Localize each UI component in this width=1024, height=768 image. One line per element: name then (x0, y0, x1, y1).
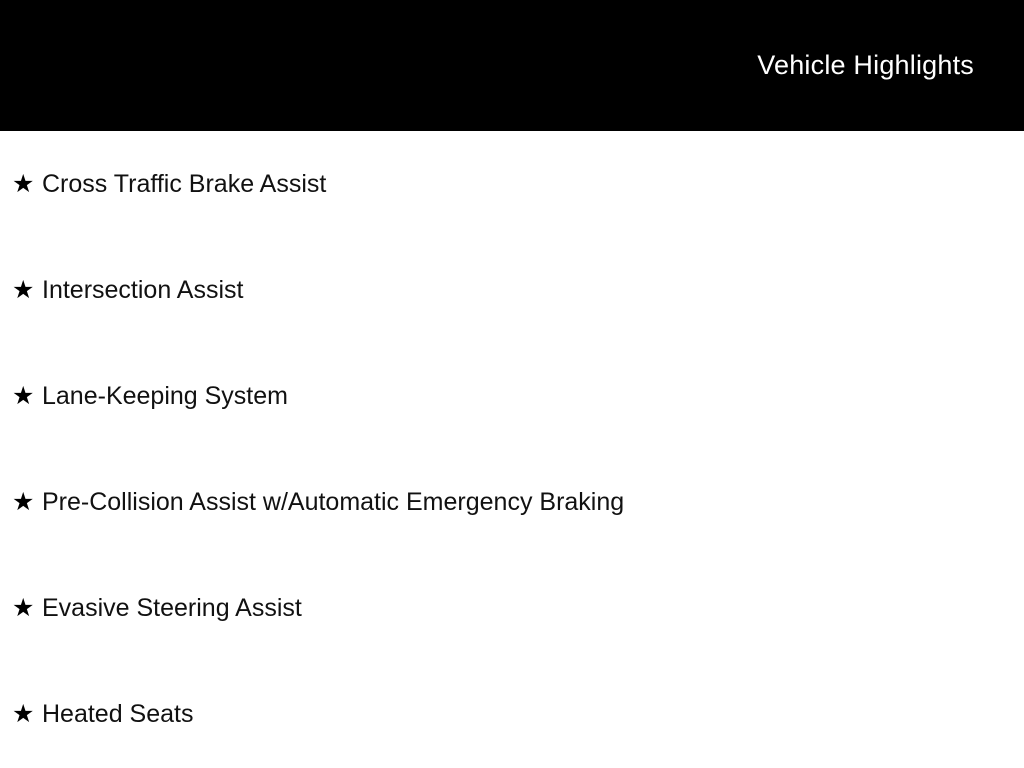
list-item (0, 661, 1024, 767)
list-item (0, 131, 1024, 237)
list-item-label: Evasive Steering Assist (42, 593, 302, 622)
star-icon: ★ (12, 381, 35, 410)
star-icon: ★ (12, 275, 35, 304)
list-item-label: Cross Traffic Brake Assist (42, 169, 327, 198)
list-item (0, 555, 1024, 661)
header-bar (0, 0, 1024, 131)
list-item-label: Heated Seats (42, 699, 194, 728)
page-title: Vehicle Highlights (757, 50, 974, 80)
vehicle-highlights-list (0, 131, 1024, 767)
list-item-label: Intersection Assist (42, 275, 244, 304)
list-item (0, 449, 1024, 555)
list-item-label: Lane-Keeping System (42, 381, 288, 410)
list-item (0, 343, 1024, 449)
star-icon: ★ (12, 169, 35, 198)
star-icon: ★ (12, 593, 35, 622)
star-icon: ★ (12, 487, 35, 516)
list-item (0, 237, 1024, 343)
list-item-label: Pre-Collision Assist w/Automatic Emergency Braking (42, 487, 625, 516)
star-icon: ★ (12, 699, 35, 728)
